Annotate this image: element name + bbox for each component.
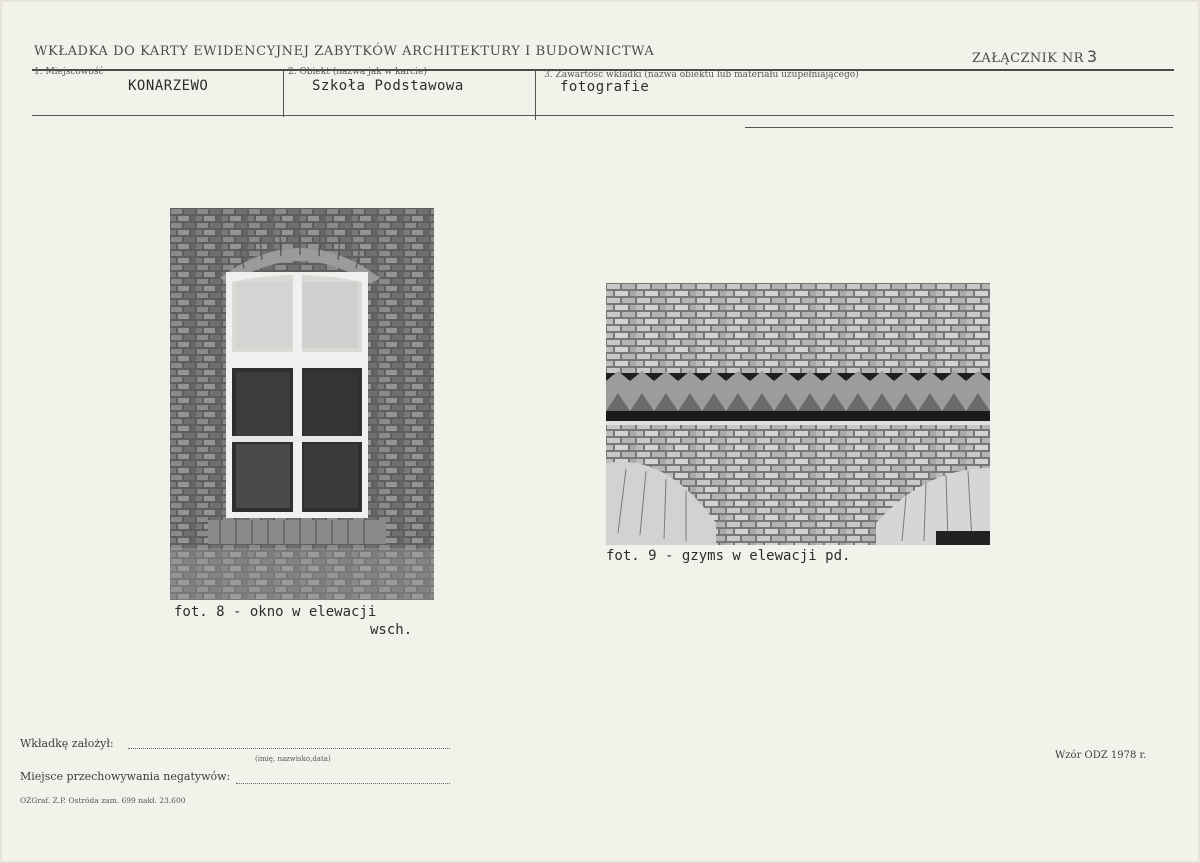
field-divider-1 xyxy=(283,70,284,117)
created-by-label: Wkładkę założył: xyxy=(20,737,114,750)
negatives-line xyxy=(236,783,450,784)
content-label: 3. Zawartość wkładki (nazwa obiektu lub materiału uzupełniającego) xyxy=(544,70,859,80)
field-divider-2 xyxy=(535,70,536,120)
printer-info: OZGraf. Z.P. Ostróda zam. 699 nakł. 23.600 xyxy=(20,796,186,805)
object-value: Szkoła Podstawowa xyxy=(312,78,464,94)
negatives-label: Miejsce przechowywania negatywów: xyxy=(20,770,231,783)
attachment-label: ZAŁĄCZNIK NR xyxy=(972,51,1084,66)
photo-cornice-image xyxy=(606,283,990,545)
photo-window-image xyxy=(170,208,434,600)
created-by-line xyxy=(128,748,450,749)
photo-window xyxy=(170,208,434,600)
attachment-number-value: 3 xyxy=(1086,47,1098,66)
photo-window-caption: fot. 8 - okno w elewacji xyxy=(174,604,377,620)
fields-bottom-rule-2 xyxy=(745,127,1173,128)
locality-value: KONARZEWO xyxy=(128,78,209,94)
photo-cornice-caption: fot. 9 - gzyms w elewacji pd. xyxy=(606,548,851,564)
locality-label: 1. Miejscowość xyxy=(34,67,104,77)
photo-cornice xyxy=(606,283,990,545)
form-template: Wzór ODZ 1978 r. xyxy=(1055,750,1147,761)
content-value: fotografie xyxy=(560,79,650,95)
form-title: WKŁADKA DO KARTY EWIDENCYJNEJ ZABYTKÓW ARCHITEKTURY I BUDOWNICTWA xyxy=(34,44,655,59)
fields-bottom-rule xyxy=(32,115,1174,116)
object-label: 2. Obiekt (nazwa jak w karcie) xyxy=(288,67,427,77)
photo-window-caption-cont: wsch. xyxy=(370,622,413,638)
created-by-hint: (imię, nazwisko,data) xyxy=(255,755,331,763)
attachment-number xyxy=(972,47,1097,66)
